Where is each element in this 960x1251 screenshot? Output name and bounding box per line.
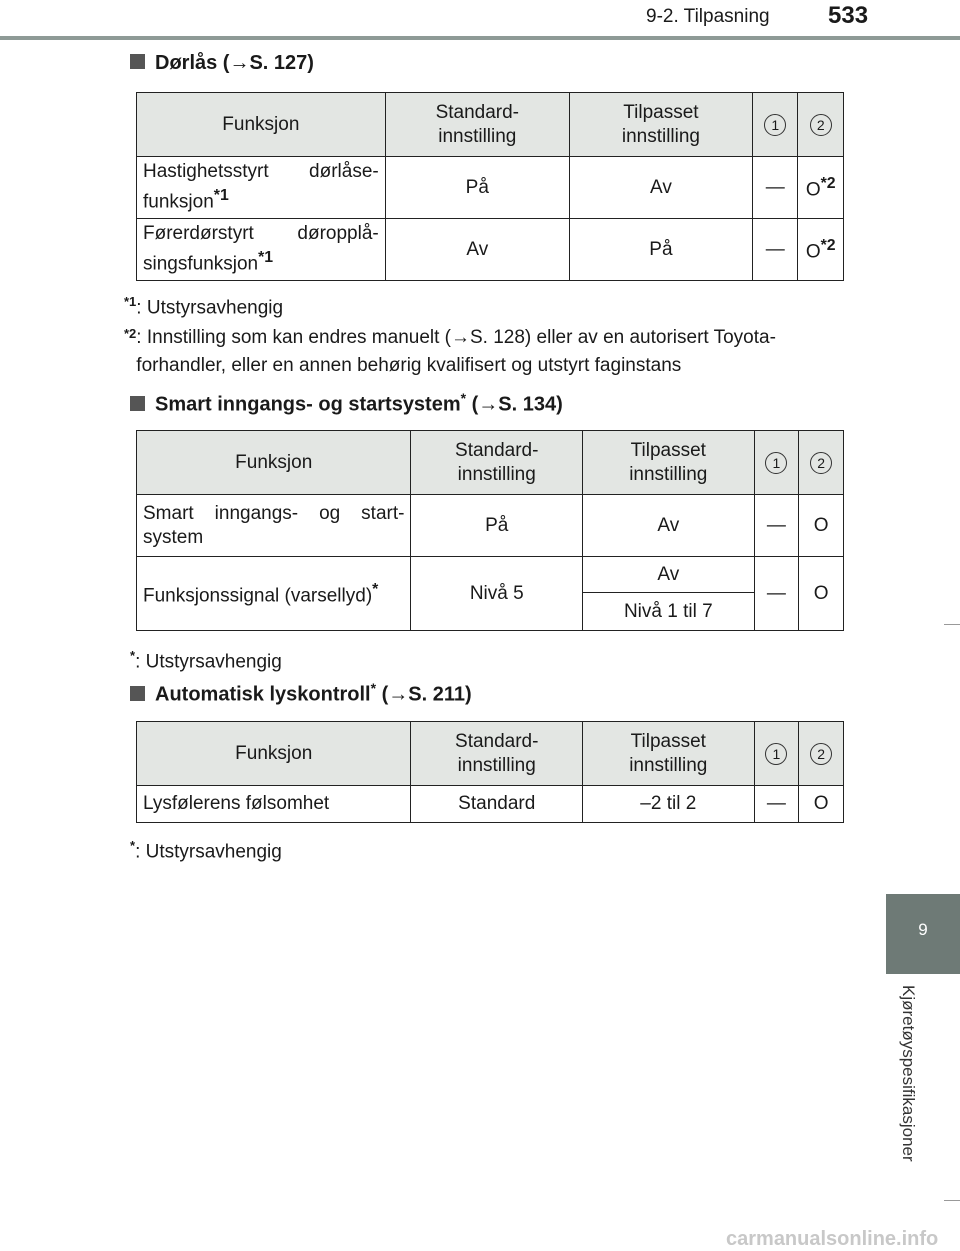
footnote: *2 : Innstilling som kan endres manuelt (→S. 128) eller av en autorisert Toyota-forhandler, eller en annen behørig kvalifisert og utstyrt faginstans: [124, 326, 776, 376]
chapter-tab: 9: [886, 894, 960, 974]
col-2: [799, 431, 844, 495]
cell-c1: —: [752, 219, 798, 281]
circled-2-icon: 2: [810, 743, 832, 765]
circled-2-icon: 2: [810, 114, 832, 136]
heading-bullet-icon: [130, 396, 145, 411]
cell-standard: På: [411, 495, 583, 557]
page-header: [0, 0, 960, 40]
cell-c2: O: [799, 495, 844, 557]
cell-tilpasset-a: Av: [583, 557, 755, 593]
cell-c1: —: [754, 557, 799, 631]
col-funksjon: Funksjon: [137, 722, 411, 786]
cell-funksjon: Lysfølerens følsomhet: [137, 786, 411, 823]
footnote: $^{*1}$: Utstyrsavhengig: [124, 294, 284, 319]
cell-standard: Av: [385, 219, 569, 281]
cell-c2: O: [799, 557, 844, 631]
table-row: [137, 495, 844, 557]
margin-tick: [944, 1200, 960, 1201]
cell-tilpasset-b: Nivå 1 til 7: [583, 593, 755, 631]
circled-1-icon: 1: [764, 114, 786, 136]
col-funksjon: Funksjon: [137, 431, 411, 495]
cell-c1: —: [754, 786, 799, 823]
page-number: 533: [828, 2, 869, 29]
heading-smart-inngang: Smart inngangs- og startsystem* (→S. 134): [130, 390, 563, 417]
heading-dorlas: Dørlås (→S. 127): [130, 52, 314, 75]
cell-tilpasset: –2 til 2: [583, 786, 755, 823]
cell-funksjon: Førerdørstyrt døropplå-singsfunksjon$^{*1}$: [137, 219, 386, 281]
col-1: [752, 93, 798, 157]
col-1: [754, 431, 799, 495]
table-row: [137, 786, 844, 823]
circled-1-icon: 1: [765, 452, 787, 474]
circled-2-icon: 2: [810, 452, 832, 474]
table-smart-inngang: [136, 430, 844, 631]
cell-standard: På: [385, 157, 569, 219]
footnote: *: Utstyrsavhengig: [130, 648, 282, 673]
cell-tilpasset: Av: [583, 495, 755, 557]
header-rule: [0, 36, 960, 40]
table-row: [137, 219, 844, 281]
circled-1-icon: 1: [765, 743, 787, 765]
margin-tick: [944, 624, 960, 625]
table-automatisk-lys: [136, 721, 844, 823]
cell-tilpasset: På: [569, 219, 752, 281]
col-2: [799, 722, 844, 786]
chapter-label: Kjøretøyspesifikasjoner: [899, 985, 918, 1162]
col-1: [754, 722, 799, 786]
heading-bullet-icon: [130, 54, 145, 69]
table-header-row: [137, 722, 844, 786]
heading-bullet-icon: [130, 686, 145, 701]
col-standard: Standard- innstilling: [411, 431, 583, 495]
cell-standard: Nivå 5: [411, 557, 583, 631]
cell-tilpasset: Av: [569, 157, 752, 219]
watermark-url[interactable]: carmanualsonline.info: [726, 1228, 939, 1250]
cell-c2: $O^{*2}$: [798, 219, 844, 281]
table-dorlas: [136, 92, 844, 281]
cell-funksjon: Funksjonssignal (varsellyd)*: [137, 557, 411, 631]
table-header-row: [137, 431, 844, 495]
cell-funksjon: Smart inngangs- og start-system: [137, 495, 411, 557]
table-row: [137, 557, 844, 593]
section-title: 9-2. Tilpasning: [646, 6, 770, 27]
cell-c1: —: [754, 495, 799, 557]
heading-automatisk-lys: Automatisk lyskontroll* (→S. 211): [130, 680, 472, 707]
table-header-row: [137, 93, 844, 157]
cell-c2: O: [799, 786, 844, 823]
cell-funksjon: Hastighetsstyrt dørlåse-funksjon$^{*1}$: [137, 157, 386, 219]
col-tilpasset: Tilpasset innstilling: [583, 722, 755, 786]
col-standard: Standard- innstilling: [411, 722, 583, 786]
footnote: *: Utstyrsavhengig: [130, 838, 282, 863]
col-funksjon: Funksjon: [137, 93, 386, 157]
col-2: [798, 93, 844, 157]
cell-c1: —: [752, 157, 798, 219]
table-row: [137, 157, 844, 219]
col-tilpasset: Tilpasset innstilling: [569, 93, 752, 157]
col-tilpasset: Tilpasset innstilling: [583, 431, 755, 495]
cell-c2: $O^{*2}$: [798, 157, 844, 219]
col-standard: Standard- innstilling: [385, 93, 569, 157]
cell-standard: Standard: [411, 786, 583, 823]
